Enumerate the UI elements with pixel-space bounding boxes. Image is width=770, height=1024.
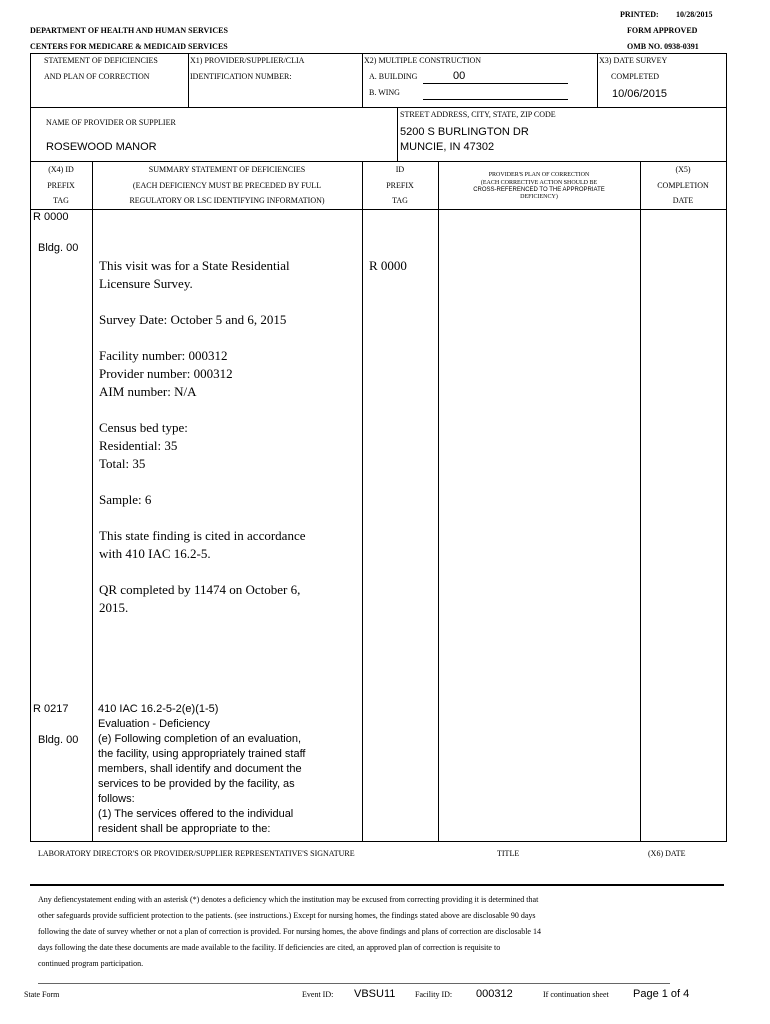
disclaimer-line: following the date of survey whether or not a plan of correction is provided. For nursing homes, the above findings and plans of correction are disclosable 14 — [38, 927, 541, 936]
summary-line: Survey Date: October 5 and 6, 2015 — [99, 312, 287, 327]
summary-line: follows: — [98, 793, 135, 805]
provider-name: ROSEWOOD MANOR — [46, 141, 157, 153]
rule — [362, 53, 363, 107]
r0000-tag: R 0000 — [33, 211, 69, 223]
provider-name-label: NAME OF PROVIDER OR SUPPLIER — [46, 118, 176, 127]
rule — [362, 161, 363, 841]
omb-number: OMB NO. 0938-0391 — [627, 42, 699, 51]
plan-header-2: (EACH CORRECTIVE ACTION SHOULD BE — [480, 180, 598, 186]
id-header-2: PREFIX — [386, 181, 414, 190]
summary-line: AIM number: N/A — [99, 384, 197, 399]
summary-line: resident shall be appropriate to the: — [98, 823, 271, 835]
statement-label: STATEMENT OF DEFICIENCIES — [44, 56, 158, 65]
wing-label: B. WING — [369, 88, 400, 97]
x1-label-2: IDENTIFICATION NUMBER: — [190, 72, 292, 81]
r0217-tag: R 0217 — [33, 703, 69, 715]
x4-header-3: TAG — [53, 196, 69, 205]
building-underline — [423, 83, 568, 84]
x5-header-3: DATE — [672, 196, 694, 205]
rule — [597, 53, 598, 107]
rule — [30, 53, 31, 107]
r0217-bldg: Bldg. 00 — [38, 734, 79, 746]
disclaimer-line: continued program participation. — [38, 959, 144, 968]
x6-date-label: (X6) DATE — [648, 849, 686, 858]
id-header-3: TAG — [392, 196, 408, 205]
wing-underline — [423, 99, 568, 100]
plan-header-3: CROSS-REFERENCED TO THE APPROPRIATE — [473, 187, 605, 193]
plan-header: PROVIDER'S PLAN OF CORRECTION — [488, 172, 590, 178]
summary-line: QR completed by 11474 on October 6, — [99, 582, 301, 597]
rule — [188, 53, 189, 107]
rule — [640, 161, 641, 841]
disclaimer-line: other safeguards provide sufficient protection to the patients. (see instructions.) Except for nursing homes, the findings stated above are disclosable 90 days — [38, 911, 536, 920]
continuation-label: If continuation sheet — [543, 990, 609, 999]
summary-line: with 410 IAC 16.2-5. — [99, 546, 211, 561]
page-number: Page 1 of 4 — [633, 988, 690, 1000]
title-label: TITLE — [497, 849, 520, 858]
summary-line: This visit was for a State Residential — [99, 258, 290, 273]
rule — [397, 107, 398, 161]
event-id-label: Event ID: — [302, 990, 334, 999]
signature-rule — [30, 884, 724, 886]
spacer — [99, 293, 305, 311]
x1-label: X1) PROVIDER/SUPPLIER/CLIA — [190, 56, 305, 65]
spacer — [99, 509, 305, 527]
printed-label: PRINTED: — [620, 10, 659, 19]
r0000-summary — [99, 257, 305, 617]
footer-rule — [38, 983, 670, 984]
r0000-bldg: Bldg. 00 — [38, 242, 79, 254]
summary-line: the facility, using appropriately trained staff — [98, 748, 306, 760]
state-form-label: State Form — [24, 990, 60, 999]
id-header: ID — [395, 165, 405, 174]
address-label: STREET ADDRESS, CITY, STATE, ZIP CODE — [400, 110, 556, 119]
building-label: A. BUILDING — [369, 72, 418, 81]
spacer — [99, 563, 305, 581]
survey-completed-date: 10/06/2015 — [612, 88, 668, 100]
facility-id-label: Facility ID: — [415, 990, 453, 999]
rule — [438, 161, 439, 841]
summary-line: Residential: 35 — [99, 438, 178, 453]
summary-line: 2015. — [99, 600, 129, 615]
statement-label-2: AND PLAN OF CORRECTION — [44, 72, 150, 81]
spacer — [99, 401, 305, 419]
x2-label: X2) MULTIPLE CONSTRUCTION — [364, 56, 482, 65]
summary-line: Facility number: 000312 — [99, 348, 228, 363]
summary-line: Evaluation - Deficiency — [98, 718, 210, 730]
printed-date: 10/28/2015 — [676, 10, 713, 19]
address-line-2: MUNCIE, IN 47302 — [400, 141, 495, 153]
summary-line: This state finding is cited in accordance — [99, 528, 306, 543]
r0000-id-tag: R 0000 — [369, 258, 407, 273]
spacer — [99, 329, 305, 347]
x3-label: X3) DATE SURVEY — [599, 56, 668, 65]
rule — [30, 107, 727, 108]
summary-line: members, shall identify and document the — [98, 763, 302, 775]
event-id: VBSU11 — [354, 988, 396, 1000]
rule — [92, 161, 93, 841]
signature-label: LABORATORY DIRECTOR'S OR PROVIDER/SUPPLIER REPRESENTATIVE'S SIGNATURE — [38, 849, 355, 858]
centers-title: CENTERS FOR MEDICARE & MEDICAID SERVICES — [30, 42, 228, 51]
summary-line: Total: 35 — [99, 456, 146, 471]
summary-line: services to be provided by the facility, as — [98, 778, 295, 790]
disclaimer — [38, 892, 718, 972]
form-approved: FORM APPROVED — [627, 26, 698, 35]
disclaimer-line: Any defiencystatement ending with an asterisk (*) denotes a deficiency which the institution may be excused from correcting providing it is determined that — [38, 895, 539, 904]
rule — [30, 841, 727, 842]
summary-line: (1) The services offered to the individual — [98, 808, 294, 820]
summary-header: SUMMARY STATEMENT OF DEFICIENCIES — [148, 165, 306, 174]
plan-header-4: DEFICIENCY) — [520, 194, 558, 200]
x4-header: (X4) ID — [48, 165, 74, 174]
summary-line: Licensure Survey. — [99, 276, 193, 291]
spacer — [99, 473, 305, 491]
rule — [30, 53, 727, 54]
building-value: 00 — [453, 70, 466, 82]
summary-line: 410 IAC 16.2-5-2(e)(1-5) — [98, 703, 219, 715]
address-line-1: 5200 S BURLINGTON DR — [400, 126, 529, 138]
summary-header-2: (EACH DEFICIENCY MUST BE PRECEDED BY FULL — [132, 181, 322, 190]
r0217-summary — [98, 702, 306, 837]
x5-header-2: COMPLETION — [657, 181, 709, 190]
facility-id: 000312 — [476, 988, 513, 1000]
summary-line: (e) Following completion of an evaluation, — [98, 733, 302, 745]
rule — [30, 107, 31, 161]
summary-line: Sample: 6 — [99, 492, 152, 507]
department-title: DEPARTMENT OF HEALTH AND HUMAN SERVICES — [30, 26, 228, 35]
x3-label-2: COMPLETED — [611, 72, 659, 81]
summary-line: Census bed type: — [99, 420, 188, 435]
rule — [726, 161, 727, 841]
summary-header-3: REGULATORY OR LSC IDENTIFYING INFORMATION) — [129, 196, 325, 205]
summary-line: Provider number: 000312 — [99, 366, 233, 381]
rule — [30, 161, 31, 841]
rule — [30, 209, 727, 210]
rule — [30, 161, 727, 162]
disclaimer-line: days following the date these documents are made available to the facility. If deficiencies are cited, an approved plan of correction is requisite to — [38, 943, 501, 952]
x5-header: (X5) — [675, 165, 691, 174]
x4-header-2: PREFIX — [47, 181, 75, 190]
